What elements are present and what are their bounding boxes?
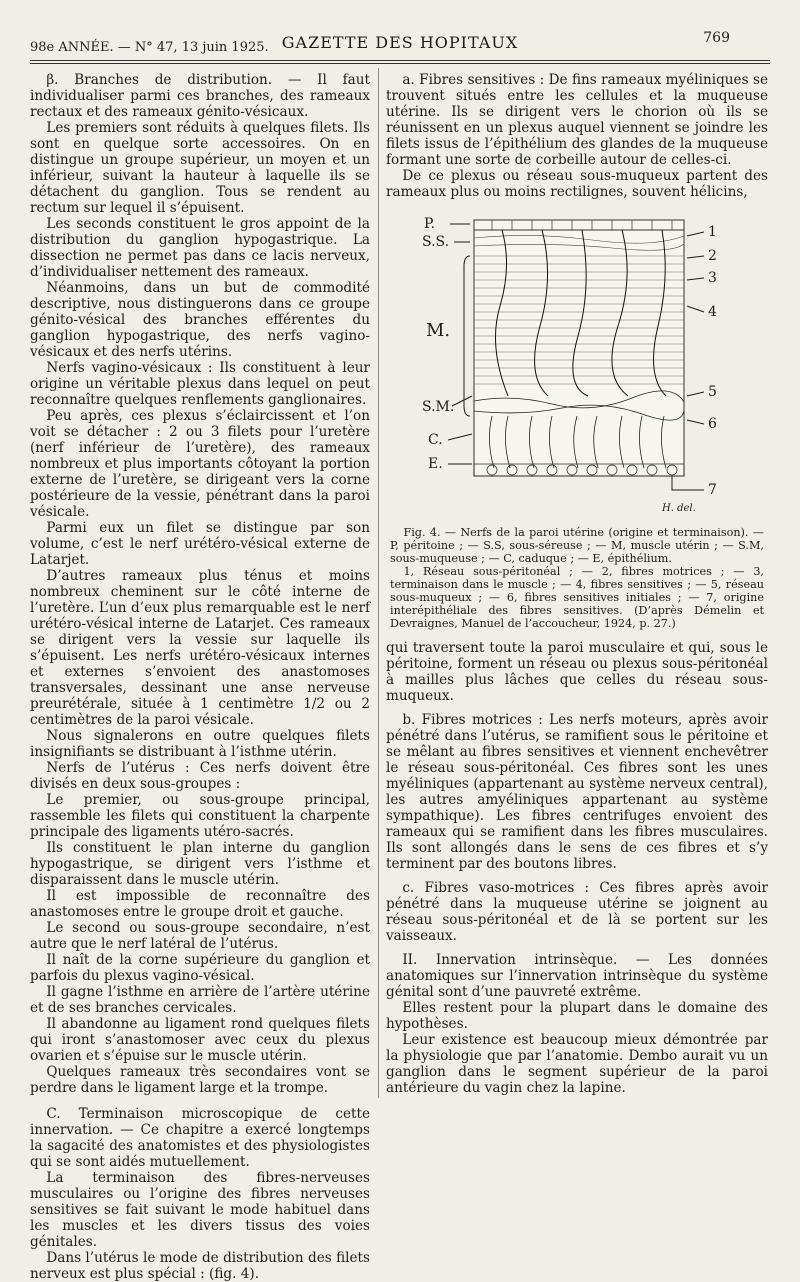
figure-uterine-wall <box>386 206 768 520</box>
paragraph: Le premier, ou sous-groupe principal, rassemble les filets qui constituent la charpente principale des ligaments utéro-sacrés. <box>30 792 370 840</box>
issue-info: 98e ANNÉE. — N° 47, 13 juin 1925. <box>30 40 269 55</box>
paragraph: Nous signalerons en outre quelques filets insignifiants se distribuant à l’isthme utérin. <box>30 728 370 760</box>
label-5: 5 <box>708 384 717 400</box>
label-1: 1 <box>708 224 717 240</box>
caption-line: Fig. 4. — Nerfs de la paroi utérine (origine et terminaison). — P, péritoine ; — S.S, sous-séreuse ; — M, muscle utérin ; — S.M, sous-muqueuse ; — C, caduque ; — E, épithélium. <box>390 526 764 565</box>
paragraph: La terminaison des fibres-nerveuses musculaires ou l’origine des fibres nerveuses sensitives se fait suivant le mode habituel dans les muscles et les divers tissus des voies génitales. <box>30 1170 370 1250</box>
paragraph: De ce plexus ou réseau sous-muqueux partent des rameaux plus ou moins rectilignes, souvent hélicins, <box>386 168 768 200</box>
paragraph: b. Fibres motrices : Les nerfs moteurs, après avoir pénétré dans l’utérus, se ramifient sous le péritoine et se mêlant au fibres sensitives et viennent enchevêtrer le réseau sous-péritonéal. Ces fibres sont les unes myéliniques (appartenant au système nerveux central), les autres amyéliniques appartenant au système sympathique). Les fibres centrifuges envoient des rameaux qui se ramifient dans les fibres musculaires. Ils sont allongés dans le sens de ces fibres et s’y terminent par des boutons libres. <box>386 712 768 872</box>
column-separator <box>378 68 379 1098</box>
label-6: 6 <box>708 416 717 432</box>
paragraph: Les seconds constituent le gros appoint de la distribution du ganglion hypogastrique. La dissection ne permet pas dans ce lacis nerveux, d’individualiser nettement des rameaux. <box>30 216 370 280</box>
section-heading: C. Terminaison microscopique de cette innervation. — Ce chapitre a exercé longtemps la sagacité des anatomistes et des physiologistes qui se sont aidés mutuellement. <box>30 1106 370 1170</box>
paragraph: Il gagne l’isthme en arrière de l’artère utérine et de ses branches cervicales. <box>30 984 370 1016</box>
label-7: 7 <box>708 482 717 498</box>
paragraph: Il naît de la corne supérieure du ganglion et parfois du plexus vagino-vésical. <box>30 952 370 984</box>
paragraph: Le second ou sous-groupe secondaire, n’est autre que le nerf latéral de l’utérus. <box>30 920 370 952</box>
header-rule-2 <box>30 63 770 64</box>
left-column <box>30 72 370 1282</box>
figure-caption <box>390 526 764 630</box>
label-3: 3 <box>708 270 717 286</box>
paragraph: Quelques rameaux très secondaires vont se perdre dans le ligament large et la trompe. <box>30 1064 370 1096</box>
uterine-wall-diagram <box>412 206 742 516</box>
page-number: 769 <box>703 30 730 46</box>
section-heading: II. Innervation intrinsèque. — Les données anatomiques sur l’innervation intrinsèque du système génital sont d’une pauvreté extrême. <box>386 952 768 1000</box>
paragraph: Néanmoins, dans un but de commodité descriptive, nous distinguerons dans ce groupe génito-vésical des branches efférentes du ganglion hypogastrique, des nerfs vagino-vésicaux et des nerfs utérins. <box>30 280 370 360</box>
label-4: 4 <box>708 304 717 320</box>
paragraph: Nerfs de l’utérus : Ces nerfs doivent être divisés en deux sous-groupes : <box>30 760 370 792</box>
label-M: M. <box>426 320 451 341</box>
label-E: E. <box>428 456 443 472</box>
paragraph: Les premiers sont réduits à quelques filets. Ils sont en quelque sorte accessoires. On en distingue un groupe supérieur, un moyen et un inférieur, suivant la hauteur à laquelle ils se détachent du ganglion. Tous se rendent au rectum sur lequel il s’épuisent. <box>30 120 370 216</box>
label-P: P. <box>424 216 436 232</box>
label-2: 2 <box>708 248 717 264</box>
paragraph: Leur existence est beaucoup mieux démontrée par la physiologie que par l’anatomie. Dembo aurait vu un ganglion dans le segment supérieur de la paroi antérieure du vagin chez la lapine. <box>386 1032 768 1096</box>
header-rule <box>30 60 770 61</box>
paragraph: Parmi eux un filet se distingue par son volume, c’est le nerf urétéro-vésical externe de Latarjet. <box>30 520 370 568</box>
right-column <box>386 72 768 1096</box>
journal-title: GAZETTE DES HOPITAUX <box>281 33 519 52</box>
label-C: C. <box>428 432 443 448</box>
paragraph: Ils constituent le plan interne du ganglion hypogastrique, se dirigent vers l’isthme et disparaissent dans le muscle utérin. <box>30 840 370 888</box>
paragraph: Elles restent pour la plupart dans le domaine des hypothèses. <box>386 1000 768 1032</box>
paragraph: a. Fibres sensitives : De fins rameaux myéliniques se trouvent situés entre les cellules et la muqueuse utérine. Ils se dirigent vers le chorion où ils se réunissent en un plexus auquel viennent se joindre les filets issus de l’épithélium des glandes de la muqueuse formant une sorte de corbeille autour de celles-ci. <box>386 72 768 168</box>
paragraph: D’autres rameaux plus ténus et moins nombreux cheminent sur le côté interne de l’uretère. L’un d’eux plus remarquable est le nerf urétéro-vésical interne de Latarjet. Ces rameaux se dirigent vers la vessie sur laquelle ils s’épuisent. Les nerfs urétéro-vésicaux internes et externes s’envoient des anastomoses transversales, dessinant une anse nerveuse preurétérale, située à 1 centimètre 1/2 ou 2 centimètres de la paroi vésicale. <box>30 568 370 728</box>
paragraph: c. Fibres vaso-motrices : Ces fibres après avoir pénétré dans la muqueuse utérine se joignent au réseau sous-péritonéal et de là se portent sur les vaisseaux. <box>386 880 768 944</box>
artist-signature: H. del. <box>662 503 696 514</box>
paragraph: Il abandonne au ligament rond quelques filets qui iront s’anastomoser avec ceux du plexus ovarien et s’épuise sur le muscle utérin. <box>30 1016 370 1064</box>
label-SM: S.M. <box>422 399 455 415</box>
paragraph: Peu après, ces plexus s’éclaircissent et l’on voit se détacher : 2 ou 3 filets pour l’uretère (nerf inférieur de l’uretère), des rameaux nombreux et plus importants côtoyant la portion externe de l’uretère, se dirigeant vers la corne postérieure de la vessie, pénétrant dans la paroi vésicale. <box>30 408 370 520</box>
label-SS: S.S. <box>422 234 450 250</box>
page-header <box>0 0 800 60</box>
paragraph: Dans l’utérus le mode de distribution des filets nerveux est plus spécial : (fig. 4). <box>30 1250 370 1282</box>
caption-line: 1, Réseau sous-péritonéal ; — 2, fibres motrices ; — 3, terminaison dans le muscle ; — 4, fibres sensitives ; — 5, réseau sous-muqueux ; — 6, fibres sensitives initiales ; — 7, origine interépithéliale des fibres sensitives. (D’après Démelin et Devraignes, Manuel de l’accoucheur, 1924, p. 27.) <box>390 565 764 630</box>
paragraph: qui traversent toute la paroi musculaire et qui, sous le péritoine, forment un réseau ou plexus sous-péritonéal à mailles plus lâches que celles du réseau sous-muqueux. <box>386 640 768 704</box>
paragraph: β. Branches de distribution. — Il faut individualiser parmi ces branches, des rameaux rectaux et des rameaux génito-vésicaux. <box>30 72 370 120</box>
paragraph: Il est impossible de reconnaître des anastomoses entre le groupe droit et gauche. <box>30 888 370 920</box>
paragraph: Nerfs vagino-vésicaux : Ils constituent à leur origine un véritable plexus dans lequel on peut reconnaître quelques renflements ganglionaires. <box>30 360 370 408</box>
